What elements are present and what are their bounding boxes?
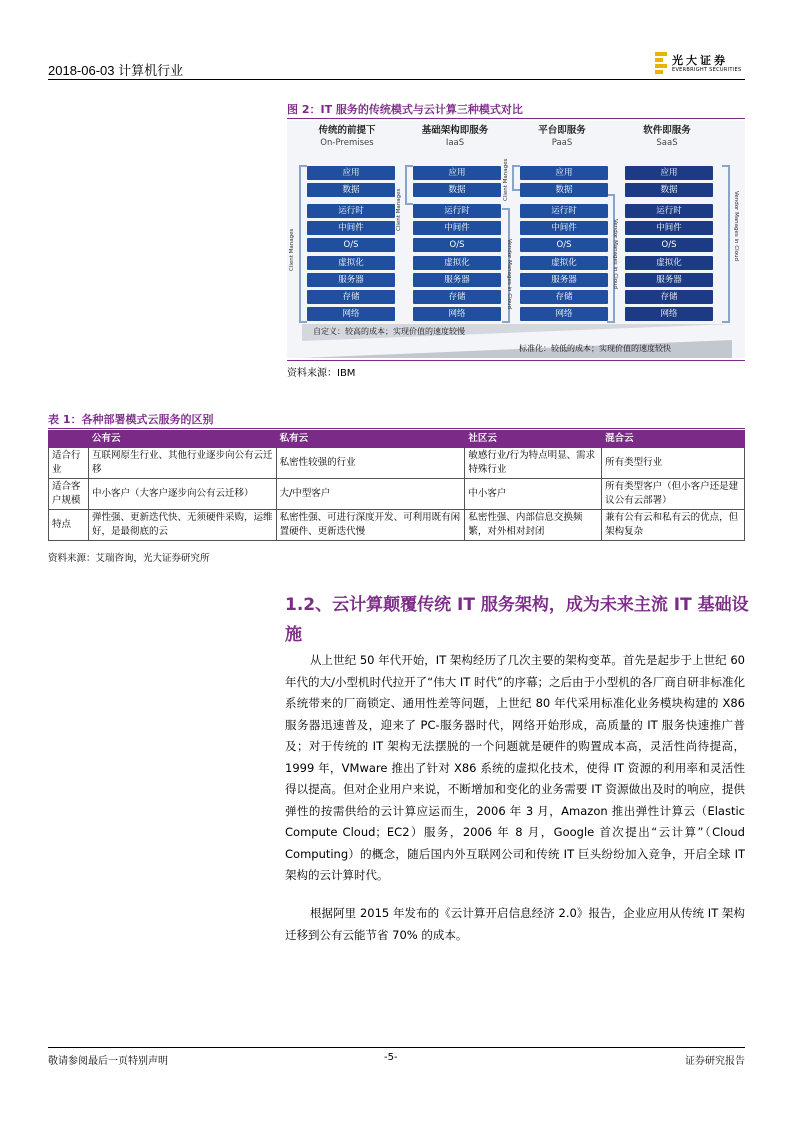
layer-block: 中间件 — [307, 221, 395, 235]
table-row — [49, 479, 745, 510]
table-cell: 兼有公有云和私有云的优点，但架构复杂 — [602, 510, 745, 541]
layer-block: O/S — [413, 238, 501, 252]
table-header-row — [49, 431, 745, 448]
client-bracket-onprem — [299, 165, 307, 323]
col-title: 基础架构即服务 — [421, 125, 489, 136]
layer-block: 存储 — [307, 290, 395, 304]
table-cell: 所有类型行业 — [602, 448, 745, 479]
client-bracket-iaas — [405, 165, 413, 205]
footer-report-type: 证券研究报告 — [685, 1056, 745, 1067]
client-bracket-paas — [512, 165, 520, 191]
layer-block: O/S — [520, 238, 608, 252]
layer-block: 网络 — [520, 307, 608, 321]
layer-block: 虚拟化 — [413, 256, 501, 270]
table-header-cell: 公有云 — [88, 431, 276, 448]
table-cell: 所有类型客户（但小客户还是建议公有云部署） — [602, 479, 745, 510]
layer-block: 数据 — [307, 183, 395, 197]
col-sub: PaaS — [551, 138, 573, 148]
layer-block: 服务器 — [520, 273, 608, 287]
col-sub: SaaS — [656, 138, 678, 148]
layer-block: 存储 — [520, 290, 608, 304]
layer-block: 服务器 — [625, 273, 713, 287]
layer-block: 数据 — [413, 183, 501, 197]
table-header-cell — [49, 431, 89, 448]
footer-rule — [48, 1047, 745, 1048]
col-head-iaas — [405, 125, 505, 149]
vendor-bracket-saas — [722, 165, 730, 323]
service-model-diagram — [287, 121, 745, 358]
page-number: -5- — [384, 1052, 398, 1063]
vendor-manages-label: Vendor Manages in Cloud — [506, 239, 512, 310]
layer-block: 网络 — [413, 307, 501, 321]
table-header-cell: 社区云 — [465, 431, 602, 448]
table-cell: 互联网原生行业、其他行业逐步向公有云迁移 — [88, 448, 276, 479]
table-title: 表 1：各种部署模式云服务的区别 — [48, 413, 214, 426]
table-source: 资料来源：艾瑞咨询，光大证券研究所 — [48, 553, 210, 564]
layer-block: 中间件 — [520, 221, 608, 235]
col-title: 平台即服务 — [538, 125, 586, 136]
layer-block: 应用 — [520, 166, 608, 180]
layer-block: 虚拟化 — [625, 256, 713, 270]
layer-block: 网络 — [625, 307, 713, 321]
layer-block: 中间件 — [625, 221, 713, 235]
company-logo — [655, 52, 745, 76]
table-cell: 敏感行业/行为特点明显、需求特殊行业 — [465, 448, 602, 479]
layer-block: 虚拟化 — [520, 256, 608, 270]
deployment-comparison-table — [48, 430, 745, 541]
standard-note: 标准化：较低的成本；实现价值的速度较快 — [519, 344, 671, 353]
vendor-manages-label: Vendor Manages in Cloud — [612, 219, 618, 290]
figure-title: 图 2：IT 服务的传统模式与云计算三种模式对比 — [287, 103, 523, 116]
col-title: 传统的前提下 — [318, 125, 376, 136]
header-rule — [48, 79, 745, 80]
layer-block: 存储 — [625, 290, 713, 304]
layer-block: 网络 — [307, 307, 395, 321]
table-header-cell: 混合云 — [602, 431, 745, 448]
table-row — [49, 448, 745, 479]
col-head-on-premises — [297, 125, 397, 149]
layer-block: O/S — [625, 238, 713, 252]
table-row — [49, 510, 745, 541]
layer-block: 运行时 — [520, 204, 608, 218]
client-manages-label: Client Manages — [289, 228, 295, 271]
layer-block: 运行时 — [625, 204, 713, 218]
client-manages-label: Client Manages — [503, 158, 509, 201]
footer-disclaimer: 敬请参阅最后一页特别声明 — [48, 1056, 168, 1067]
figure-bottom-rule — [287, 360, 745, 361]
layer-block: 应用 — [307, 166, 395, 180]
layer-block: 应用 — [625, 166, 713, 180]
table-cell: 私密性较强的行业 — [276, 448, 465, 479]
layer-block: 服务器 — [307, 273, 395, 287]
layer-block: 运行时 — [307, 204, 395, 218]
table-cell: 中小客户 — [465, 479, 602, 510]
layer-block: 数据 — [520, 183, 608, 197]
figure-top-rule — [287, 118, 745, 119]
table-cell: 适合行业 — [49, 448, 89, 479]
table-cell: 大/中型客户 — [276, 479, 465, 510]
col-title: 软件即服务 — [643, 125, 691, 136]
custom-note: 自定义：较高的成本；实现价值的速度较慢 — [313, 327, 465, 336]
header-date-sector: 2018-06-03 计算机行业 — [48, 63, 184, 78]
layer-block: 中间件 — [413, 221, 501, 235]
col-sub: On-Premises — [320, 138, 374, 148]
vendor-manages-label: Vendor Manages in Cloud — [733, 191, 739, 262]
logo-en-text: EVERBRIGHT SECURITIES — [672, 67, 742, 73]
layer-block: 数据 — [625, 183, 713, 197]
layer-block: O/S — [307, 238, 395, 252]
client-manages-label: Client Manages — [396, 188, 402, 231]
section-title: 1.2、云计算颠覆传统 IT 服务架构，成为未来主流 IT 基础设施 — [285, 595, 749, 645]
table-header-cell: 私有云 — [276, 431, 465, 448]
col-sub: IaaS — [445, 138, 465, 148]
table-cell: 私密性强、内部信息交换频繁，对外相对封闭 — [465, 510, 602, 541]
table-top-rule — [48, 428, 745, 429]
table-cell: 特点 — [49, 510, 89, 541]
layer-block: 存储 — [413, 290, 501, 304]
layer-block: 应用 — [413, 166, 501, 180]
body-paragraph: 从上世纪 50 年代开始，IT 架构经历了几次主要的架构变革。首先是起步于上世纪 60 年代的大/小型机时代拉开了“伟大 IT 时代”的序幕；之后由于小型机的各厂商自研非标准化系统带来的厂商锁定、通用性差等问题，上世纪 80 年代采用标准化业务模块构建的 X86 服务器迅速普及，迎来了 PC-服务器时代，网络开始形成，高质量的 IT 服务快速推广普及；对于传统的 IT 架构无法摆脱的一个问题就是硬件的购置成本高，灵活性尚待提高，1999 年，VMware 推出了针对 X86 系统的虚拟化技术，使得 IT 资源的利用率和灵活性得以提高。但对企业用户来说，不断增加和变化的业务需要 IT 资源做出及时的响应，提供弹性的按需供给的云计算应运而生，2006 年 3 月，Amazon 推出弹性计算云（Elastic Compute Cloud；EC2）服务，2006 年 8 月，Google 首次提出“云计算”（Cloud Computing）的概念，随后国内外互联网公司和传统 IT 巨头纷纷加入竞争，开启全球 IT 架构的云计算时代。 — [285, 653, 745, 882]
table-cell: 私密性强、可进行深度开发、可利用既有闲置硬件、更新迭代慢 — [276, 510, 465, 541]
table-cell: 中小客户（大客户逐步向公有云迁移） — [88, 479, 276, 510]
logo-cn-text: 光大证券 — [672, 54, 728, 67]
table-cell: 适合客户规模 — [49, 479, 89, 510]
figure-source: 资料来源：IBM — [287, 368, 356, 379]
col-head-paas — [512, 125, 612, 149]
col-head-saas — [617, 125, 717, 149]
table-cell: 弹性强、更新迭代快、无须硬件采购，运维好，是最彻底的云 — [88, 510, 276, 541]
logo-mark-icon — [655, 52, 667, 74]
body-paragraph: 根据阿里 2015 年发布的《云计算开启信息经济 2.0》报告，企业应用从传统 IT 架构迁移到公有云能节省 70% 的成本。 — [285, 906, 745, 942]
layer-block: 服务器 — [413, 273, 501, 287]
layer-block: 虚拟化 — [307, 256, 395, 270]
layer-block: 运行时 — [413, 204, 501, 218]
